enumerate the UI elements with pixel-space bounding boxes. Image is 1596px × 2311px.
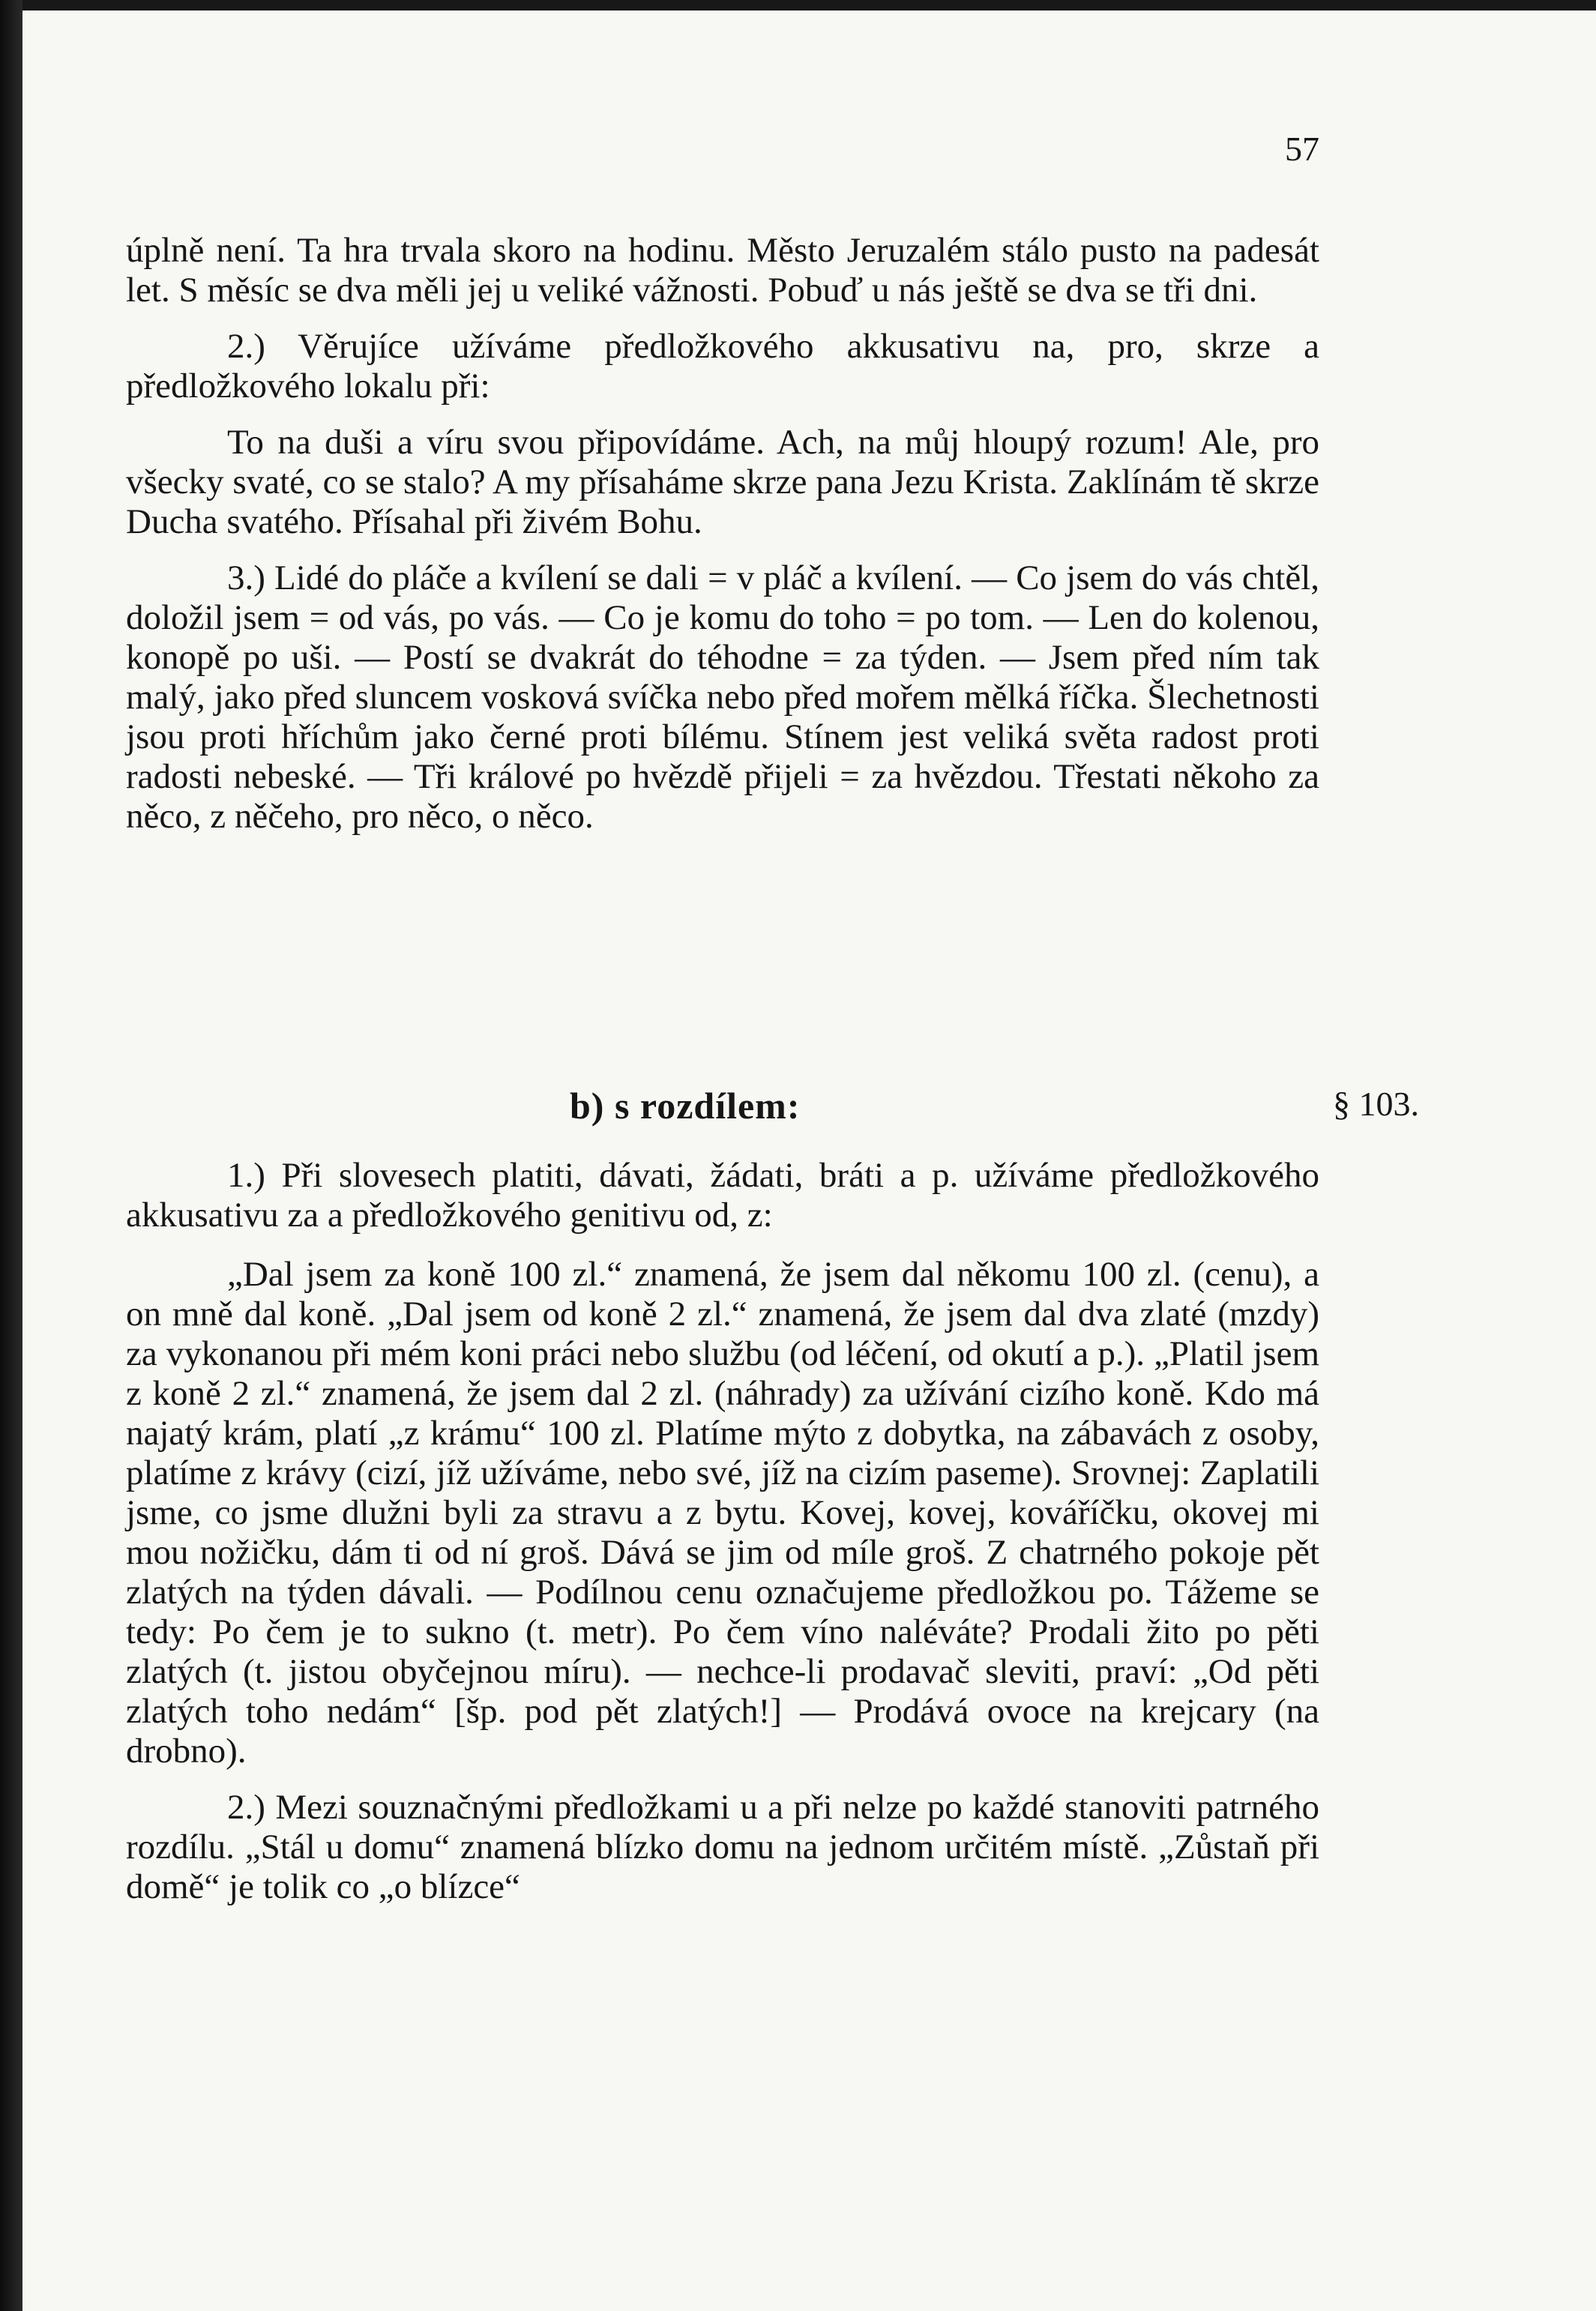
paragraph: 2.) Mezi souznačnými předložkami u a při nelze po každé stanoviti patrného rozdílu. „Stál u domu“ znamená blízko domu na jednom určitém místě. „Zůstaň při domě“ je tolik co „o blízce“ bbox=[126, 1788, 1319, 1906]
paragraph: 3.) Lidé do pláče a kvílení se dali = v pláč a kvílení. — Co jsem do vás chtěl, doložil jsem = od vás, po vás. — Co je komu do toho = po tom. — Len do kolenou, konopě po uši. — Postí se dvakrát do téhodne = za týden. — Jsem před ním tak malý, jako před sluncem vosková svíčka nebo před mořem mělká říčka. Šlechetnosti jsou proti hříchům jako černé proti bílému. Stínem jest veliká světa radost proti radosti nebeské. — Tři králové po hvězdě přijeli = za hvězdou. Třestati někoho za něco, z něčeho, pro něco, o něco. bbox=[126, 558, 1319, 836]
section-number: § 103. bbox=[1333, 1085, 1419, 1123]
paragraph: 1.) Při slovesech platiti, dávati, žádati, bráti a p. užíváme předložkového akkusativu za a předložkového genitivu od, z: bbox=[126, 1156, 1319, 1235]
page-number: 57 bbox=[1285, 130, 1319, 168]
section-heading bbox=[0, 1084, 1596, 1129]
text-block-lower bbox=[126, 1156, 1319, 1907]
section-title: b) s rozdílem: bbox=[570, 1085, 801, 1127]
paragraph: „Dal jsem za koně 100 zl.“ znamená, že jsem dal někomu 100 zl. (cenu), a on mně dal koně. „Dal jsem od koně 2 zl.“ znamená, že jsem dal dva zlaté (mzdy) za vykonanou při mém koni práci nebo službu (od léčení, od okutí a p.). „Platil jsem z koně 2 zl.“ znamená, že jsem dal 2 zl. (náhrady) za užívání cizího koně. Kdo má najatý krám, platí „z krámu“ 100 zl. Platíme mýto z dobytka, na zábavách z osoby, platíme z krávy (cizí, jíž užíváme, nebo své, jíž na cizím paseme). Srovnej: Zaplatili jsme, co jsme dlužni byli za stravu a z bytu. Kovej, kovej, kováříčku, okovej mi mou nožičku, dám ti od ní groš. Dává se jim od míle groš. Z chatrného pokoje pět zlatých na týden dávali. — Podílnou cenu označujeme předložkou po. Tážeme se tedy: Po čem je to sukno (t. metr). Po čem víno naléváte? Prodali žito po pěti zlatých (t. jistou obyčejnou míru). — nechce-li prodavač sleviti, praví: „Od pěti zlatých toho nedám“ [šp. pod pět zlatých!] — Prodává ovoce na krejcary (na drobno). bbox=[126, 1255, 1319, 1771]
text-block-upper bbox=[126, 231, 1319, 837]
paragraph: úplně není. Ta hra trvala skoro na hodinu. Město Jeruzalém stálo pusto na padesát let. S měsíc se dva měli jej u veliké vážnosti. Pobuď u nás ještě se dva se tři dni. bbox=[126, 231, 1319, 310]
paragraph: 2.) Věrujíce užíváme předložkového akkusativu na, pro, skrze a předložkového lokalu při: bbox=[126, 327, 1319, 406]
paragraph: To na duši a víru svou připovídáme. Ach, na můj hloupý rozum! Ale, pro všecky svaté, co se stalo? A my přísaháme skrze pana Jezu Krista. Zaklínám tě skrze Ducha svatého. Přísahal při živém Bohu. bbox=[126, 423, 1319, 541]
scan-left-edge bbox=[0, 0, 22, 2311]
